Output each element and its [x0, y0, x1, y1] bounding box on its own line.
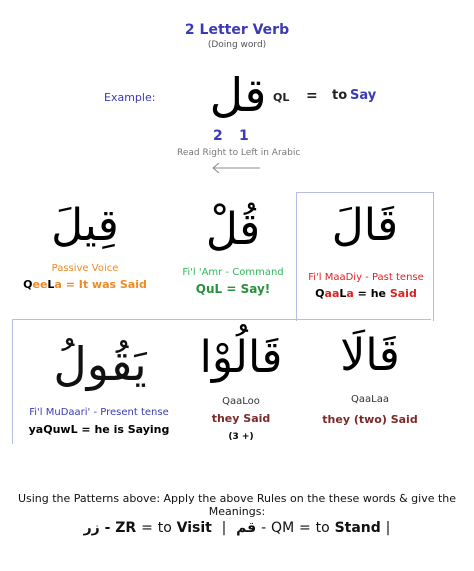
rtl-note: Read Right to Left in Arabic [177, 148, 301, 158]
arabic-word-dual: قَالَا [340, 330, 400, 381]
caption-present: Fi'l MuDaari' - Present tense [29, 407, 169, 418]
exercise-word2-prefix: to [315, 520, 330, 536]
arabic-word-passive: قِيلَ [51, 200, 119, 251]
caption-dual: QaaLaa [351, 394, 389, 405]
letter-number-2: 2 [213, 128, 223, 144]
exercise-word1-meaning: Visit [176, 520, 212, 536]
exercise-line: زر - ZR = to Visit | قم - QM = to Stand | [83, 520, 391, 536]
plural-note: (3 +) [228, 432, 254, 442]
exercise-separator: | [221, 520, 227, 536]
page-title: 2 Letter Verb [184, 22, 290, 38]
example-roman: QL [273, 91, 290, 104]
instruction-text: Using the Patterns above: Apply the above Rules on the these words & give the Meanings: [17, 492, 457, 518]
example-equals: = [306, 88, 318, 104]
meaning-past: QaaLa = he Said [315, 287, 417, 300]
exercise-word1-arabic: زر [83, 520, 100, 536]
caption-passive: Passive Voice [51, 263, 119, 274]
exercise-end-separator: | [385, 520, 391, 536]
example-arabic-word: قل [209, 68, 267, 122]
exercise-word2-roman: QM [271, 520, 295, 536]
example-label: Example: [104, 91, 156, 104]
meaning-command: QuL = Say! [195, 282, 271, 296]
exercise-word2-meaning: Stand [334, 520, 381, 536]
arabic-word-present: يَقُولُ [53, 337, 147, 391]
caption-command: Fi'l 'Amr - Command [182, 267, 284, 278]
exercise-word1-prefix: to [157, 520, 172, 536]
meaning-plural: they Said [211, 412, 271, 425]
letter-number-1: 1 [239, 128, 249, 144]
exercise-word1-roman: ZR [115, 520, 137, 536]
meaning-present: yaQuwL = he is Saying [28, 423, 170, 436]
arabic-word-plural: قَالُوْا [199, 332, 283, 383]
example-meaning-word: Say [350, 88, 377, 103]
meaning-passive: QeeLa = It was Said [23, 278, 147, 291]
caption-past: Fi'l MaaDiy - Past tense [308, 272, 424, 283]
page-subtitle: (Doing word) [207, 40, 267, 50]
example-meaning-prefix: to [332, 88, 348, 103]
exercise-word2-arabic: قم [236, 520, 257, 536]
arabic-word-past: قَالَ [331, 200, 399, 251]
caption-plural: QaaLoo [222, 396, 260, 407]
meaning-dual: they (two) Said [322, 413, 418, 426]
arabic-word-command: قُلْ [205, 204, 261, 255]
left-arrow-icon [210, 162, 260, 174]
